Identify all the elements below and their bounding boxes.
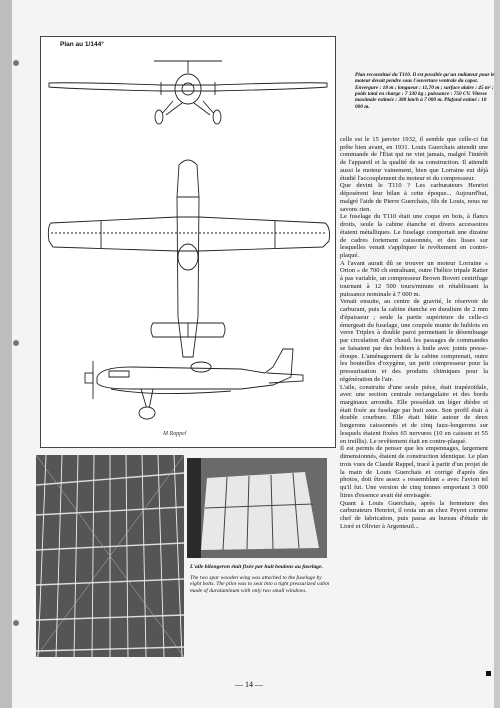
front-view-fuselage — [175, 74, 201, 104]
binder-hole-icon — [13, 620, 19, 626]
wing-structure-photo — [36, 455, 184, 657]
front-view-wing — [49, 83, 327, 91]
paragraph: Venait ensuite, au centre de gravité, le réservoir de carburant, puis la cabine étanche en duralium de 2 mm d'épaisseur ; seule la partie supérieure de celle-ci émergeait du fuselage, une coupole munie de hublots en verre Triplex à double paroi permettant le désembuage par circulation d'air chaud. les passages de commandes se faisaient par des boltiers à huile avec joints presse-étoupe. L'aménagement de la cabine comprenait, outre les bouteilles d'oxygène, un petit compresseur pour la pressurisation et des produits chimiques pour la régénération de l'air. — [340, 298, 488, 383]
plan-view-wing — [48, 217, 329, 251]
paragraph: L'aile, construite d'une seule pièce, était trapézoïdale, avec une section centrale rectangulaire et des bords marginaux arrondis. Elle possédait un léger dièdre et était fixée au fuselage par huit axes. Son profil était à double courbure. Elle était bâtie autour de deux longerons caissonnés et de cinq faux-longerons sur lesquels étaient fixées 65 nervures (10 en caisson et 55 en treillis). Le revêtement était en contre-plaqué. — [340, 383, 488, 445]
photo-caption-english: The two spar wooden wing was attached to the fuselage by eight bolts. The pilot was to seat into a tight pressurized cabin made of duraluminum with only two small windows. — [190, 574, 330, 595]
paragraph: A l'avant aurait dû se trouver un moteur Lorraine « Orion » de 700 ch entraînant, outre l'hélice tripale Ratier à pas variable, un compresseur Brown Boveri centrifuge tournant à 12 500 tours/minute et rétablissant la puissance nominale à 7 000 m. — [340, 259, 488, 298]
plan-signature: M Rappel — [163, 431, 187, 437]
photo-caption-french: L'aile bilongeron était fixée par huit boulons au fuselage. — [190, 564, 323, 570]
plan-title: Plan au 1/144° — [60, 41, 104, 48]
binder-hole-icon — [13, 340, 19, 346]
three-view-plan — [40, 36, 336, 448]
cabin-photo — [187, 458, 327, 558]
paragraph: Que devint le T110 ? Les carburateurs Henriot déposèrent leur bilan à cette époque... Aujourd'hui, malgré l'aide de Pierre Guerchais, fils de Louis, nous ne savons rien. — [340, 182, 488, 213]
paragraph: celle est le 15 janvier 1932, il semble que celle-ci fut prête bien avant, en 1931. Louis Guerchais attendit une commande de l'État qui ne vint jamais, malgré l'intérêt de l'appareil et la qualité de sa construction. Il attendit aussi le moteur vainement, bien que Lorraine eut déjà étudié l'accouplement du moteur et du compresseur. — [340, 136, 488, 182]
article-body — [340, 136, 488, 530]
aircraft-drawing — [41, 37, 335, 447]
scan-left-edge — [0, 0, 12, 708]
photo-caption — [190, 564, 330, 595]
paragraph: Il est permis de penser que les empennages, largement dimensionnés, étaient de construction identique. Le plan trois vues de Claude Rappel, tracé à partir d'un projet de la main de Louis Guerchais et corrigé d'après des photos, doit être assez « ressemblant » avec l'avion tel qu'il fut. Une version de cinq tonnes emportant 3 000 litres d'essence avait été envisagée. — [340, 445, 488, 499]
paragraph: Quant à Louis Guerchais, après la fermeture des carburateurs Henriot, il resta un an chez Peyret comme chef de fabrication, puis passa au bureau d'étude de Lioré et Olivier à Argenteuil... — [340, 499, 488, 530]
article-end-mark — [486, 671, 491, 676]
plan-caption: Plan reconstitué du T110. Il est possible qu'un radiateur pour le moteur devait pendre sous l'ouverture ventrale du capot. Envergure : 18 m ; longueur : 11,70 m ; surface alaire : 45 m² ; poids total en charge : 7 330 kg ; puissance : 750 CV. Vitesse maximale estimée : 388 km/h à 7 000 m. Plafond estimé : 10 000 m. — [355, 72, 495, 110]
page-number: — 14 — — [235, 680, 263, 689]
binder-hole-icon — [13, 60, 19, 66]
paragraph: Le fuselage du T110 était une coque en bois, à flancs droits, seule la cabine étanche et divers accessoires étaient métalliques. Le fuselage comportait une dizaine de cadres fortement caissonnés, et des lisses sur lesquelles venait s'appliquer le revêtement en contre-plaqué. — [340, 213, 488, 260]
side-view-fuselage — [97, 349, 293, 389]
